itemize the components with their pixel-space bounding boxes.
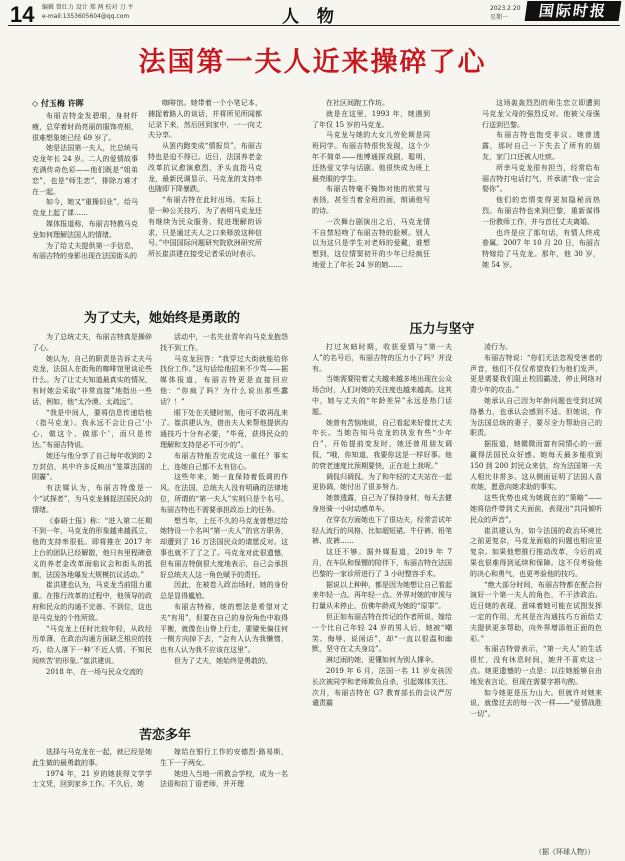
paragraph: 咖啡馆。她带着一个小笔记本，捕捉着路人的谈话，并将所见所闻都记录下来，然后回到家中，一一向丈夫分享。 bbox=[148, 99, 262, 140]
headline: 法国第一夫人近来操碎了心 bbox=[138, 47, 487, 78]
paragraph: 这场轰轰烈烈的师生恋立即遭到马克龙父母的强烈反对。他被父母强行送到巴黎。 bbox=[482, 99, 600, 129]
page-number: 14 bbox=[10, 2, 35, 27]
paragraph: 当她需要陪着丈夫越来越多地出现在公众场合时，人们对她的关注度也越来越高。这其中，她与丈夫的“年龄差异”永远是热门话题。 bbox=[312, 375, 452, 416]
paragraph: 2018 年，在一场与民众交流的 bbox=[46, 667, 144, 676]
paragraph: 布丽吉特说：“你们无法忽视受害者的声音，他们不仅仅希望我们为他们发声，更是需要我们阻止校园霸凌，停止网络对青少年的攻击。” bbox=[470, 353, 602, 395]
paragraph: 所幸马克龙很有担当，经常给布丽吉特打电话打气，并承诺“我一定会娶你”。 bbox=[482, 163, 600, 194]
section-title: 人 物 bbox=[282, 7, 340, 27]
paragraph: 在穿衣方面她也下了很功夫，经常尝试年轻人流行的风格，比如超短裙、牛仔裤、铅笔裤、皮裤…… bbox=[312, 515, 452, 546]
paragraph: 布丽吉特金发碧眼，身材纤瘦，总穿着时尚亮丽的服饰亮相，很难想象她已经 69 岁了。 bbox=[32, 112, 138, 142]
column-4 bbox=[482, 98, 600, 271]
paragraph: 在社区间跑工作坊。 bbox=[326, 99, 389, 107]
paragraph: 有法媒认为，布丽吉特像是一个“试探者”，为马克龙捕捉法国民众的情绪。 bbox=[32, 484, 152, 514]
column-3 bbox=[312, 98, 430, 271]
paragraph: 嫁给在银行工作的安德烈·路易斯，生下一子两女。 bbox=[160, 748, 288, 767]
paragraph: 凌行为。 bbox=[484, 343, 512, 351]
paragraph: 1974 年，21 岁的她获得文学学士文凭，回到家乡工作。不久后，她 bbox=[32, 769, 152, 789]
paragraph: 布丽吉特毫不掩饰对他的欣赏与表扬，甚至当着全班的面，朗诵他写的诗。 bbox=[312, 185, 430, 215]
source-credit: （据《环球人物》） bbox=[535, 848, 595, 856]
byline: ◇ 付玉梅 许晖 bbox=[32, 99, 84, 108]
editor-info bbox=[42, 3, 212, 21]
paragraph: 但为了丈夫，她始终是勇敢的。 bbox=[174, 656, 272, 665]
paragraph: 选择与马克龙在一起，就已经是她此生做的最勇敢的事。 bbox=[32, 748, 152, 767]
paragraph: 《泰晤士报》称：“进入第二任期不到一年，马克龙的形象越来越孤立，他的支持率很低。即将推在 2017 年上台的团队已经解散，他只有里程碑意义的养老金改革面临议会和街头的抵制，法国各地爆发大规模抗议活动。” bbox=[32, 516, 152, 579]
weekday-line: 星期一 bbox=[490, 14, 509, 21]
paragraph: 为了总统丈夫，布丽吉特真是操碎了心。 bbox=[32, 333, 152, 352]
paragraph: 她是法国第一夫人，比总统马克龙年长 24 岁。二人的爱情故事充满传奇色彩——他们既是“姐弟恋”，也是“师生恋”，排除万难才在一起。 bbox=[32, 144, 138, 196]
paragraph: 马克龙回答：“我穿过大街就能给你找份工作。”这句话给他招来不少骂——据媒体报道，布丽吉特更是直接回应他：“你疯了吗？为什么说出那些蠢话？！” bbox=[160, 354, 288, 406]
paragraph: 这些优势也成为她既在的“策略”——她将信件带到丈夫面前，表现出“共同倾听民众的声音”。 bbox=[470, 494, 602, 524]
paragraph: 为了给丈夫提供第一手信息，布丽吉特的身影出现在法国街头的 bbox=[32, 241, 138, 261]
paragraph: 但正如布丽吉特在传记的作者所说，嫁给一个比自己年轻 24 岁的男人后，她被“嘲笑、侮辱、说闲话”，却“一直以很温和幽默，坚守在丈夫身边”。 bbox=[312, 612, 452, 654]
paragraph: 她认为，自己的职责是告诉丈夫马克龙，法国人在街角的咖啡馆里谈论些什么。为了让丈夫知道最真实的情况，有时她会采取“非常直接”地指出一些话，例如，他“太冷漠、太疏远”。 bbox=[32, 354, 152, 406]
paragraph: 打过灰暗时期，收获爱情与“第一夫人”的名号后，布丽吉特的压力小了吗？并没有。 bbox=[312, 343, 452, 373]
paragraph: “绝大部分时间，布丽吉特都在配合扮演好一个第一夫人的角色，不干涉政治。近日她的表现，意味着她可能在试图发挥一定的作用，尤其是在沟通技巧方面给丈夫提供更多帮助，向外界增添他正面的色彩。” bbox=[470, 580, 602, 643]
paragraph: 她曾有苦恼地说，自己看起来好像比丈夫年长。当她告知马克龙的执发有些“少年白”，开始提前变发时，她还曾用朋友调侃，“哦，你知道，我要你这是一样好事。他的衰老速度比预期要快，正在赶上我呢。” bbox=[312, 418, 452, 470]
paragraph: 她还与他分享了自己每年收到的 2 万封信，其中许多反映出“笼罩法国的阴霾”。 bbox=[32, 451, 152, 482]
paragraph: 调侃归调侃。为了和年轻的丈夫站在一起更协调，她付出了很多努力。 bbox=[312, 472, 452, 492]
paragraph: 一次舞台剧演出之后，马克龙情不自禁轻吻了布丽吉特的脸颊。别人以为这只是学生对老师的爱戴，谁想想到，这位情窦初开的少年已经疯狂地爱上了年长 24 岁的她…… bbox=[312, 217, 430, 269]
paragraph: 崔洪建认为，如今法国的政治环境比之前更复杂，马克龙面临的问题也相应更复杂。如果他想推行推动改革，今后的成果也很难得到延续和保障。这不仅考验他的决心和勇气，也更考验他的技巧。 bbox=[470, 526, 602, 578]
page-header bbox=[0, 0, 625, 28]
paragraph: “马克龙上任时比较年轻，从政经历单薄，在政治沟通方面缺乏相应的技巧，给人落下一种‘不近人情、不知民间疾苦’的形象。”崔洪建说。 bbox=[32, 624, 152, 665]
subhead-brave: 为了丈夫，她始终是勇敢的 bbox=[83, 311, 240, 326]
paragraph: 布丽吉特曾表示，“第一夫人”的生活很忙，没有休息时间，她并不喜欢这一点。她更遗憾的一点是：以往她能够自由地发表言论，但现在需要字斟句酌。 bbox=[470, 645, 602, 686]
email-line: e-mail:1353605604@qq.com bbox=[42, 13, 130, 20]
column-5 bbox=[32, 332, 152, 678]
paragraph: 据说以上种种，都是因为她想让自己看起来年轻一点。再年轻一点。外界对她的审视与打量从未停止，仿佛年龄成为她的“原罪”。 bbox=[312, 580, 452, 611]
paragraph: 活动中，一名失业青年向马克龙抱怨找不到工作。 bbox=[160, 333, 288, 352]
paragraph: 崔洪建也认为，马克龙当前阻力重重。在推行改革的过程中，他领导的政府和民众的沟通不完善、不到位，这也是马克龙的个性所致。 bbox=[32, 581, 152, 622]
paragraph: 淋过雨的她，更懂如何为别人撑伞。 bbox=[326, 656, 438, 665]
paragraph: 从罢内跑变成“情报员”，布丽吉特也是迫不得已。近日，法国养老金改革抗议愈演愈烈，矛头直指马克龙，最新民调显示，马克龙的支持率也随即下降暴跌。 bbox=[148, 142, 262, 194]
editor-line: 编辑 曾红力 设计 郑 两 校对 刀 平 bbox=[42, 4, 134, 11]
column-6 bbox=[160, 332, 288, 667]
paragraph: 想当年，上任不久的马克龙曾想过给她特设一个名叫“第一夫人”的官方职务，却遭到了 16 万法国民众的请愿反对。这事也就不了了之了。马克龙对此很遗憾，但布丽吉特倒很大度地表示，自己会承担好总统夫人这一角色赋予的责任。 bbox=[160, 516, 288, 579]
paragraph: 布丽吉特能否完成这一重任？事实上，连她自己都不太有信心。 bbox=[160, 451, 288, 471]
paragraph: 这还不够。据外媒报道，2019 年 7 月，在车队和保镖的陪伴下，布丽吉特在法国巴黎的一家诊所进行了 3 小时整容手术。 bbox=[312, 548, 452, 578]
date-line: 2023.2.20 bbox=[490, 5, 521, 12]
paragraph: 2019 年 6 月，法国一名 11 岁女孩因长次被同学和老师欺负自杀，引起媒体关注。次月，布丽吉特在 G7 教育部长的会议严厉谴责霸 bbox=[312, 666, 452, 708]
column-1 bbox=[32, 111, 138, 262]
paragraph: 也许是应了那句话，有情人终成眷属。2007 年 10 月 20 日，布丽吉特嫁给了马克龙。那年，他 30 岁，她 54 岁。 bbox=[482, 228, 600, 269]
column-7 bbox=[312, 342, 452, 709]
paragraph: 如今，她又“重操旧业”，给马克龙上起了课…… bbox=[32, 198, 138, 218]
column-2 bbox=[148, 98, 262, 260]
paragraph: 他们的恋情变得更加隐秘而热烈。布丽吉特也来到巴黎，重新谋得一份教师工作，并与首任丈夫离婚。 bbox=[482, 196, 600, 226]
paragraph: “布丽吉特在此时出场，实际上是一种公关技巧，为了表明马克龙还有继续为民众服务、促进理解的诉求，只是通过夫人之口来释放这种信号。”中国国际问题研究院欧洲研究所所长崔洪建在接受记者采访时表示。 bbox=[148, 196, 262, 259]
paragraph: 马克龙与她的大女儿劳伦斯是同班同学。布丽吉特很快发现，这个少年不简单——他博通探戏剧，聪明，还热爱文学与话剧。他很快成为班上最亮眼的学生。 bbox=[312, 131, 430, 183]
paragraph: “我是中间人，要将信息传递给他（指马克龙）。我永远不会让自己‘小心，做这个、做那个’，而只是传达。”布丽吉特说。 bbox=[32, 408, 152, 449]
subhead-love: 苦恋多年 bbox=[138, 728, 191, 743]
paragraph: 她进入当地一所教会学校，成为一名法语和拉丁语老师，并开理 bbox=[160, 769, 288, 789]
paragraph: 如今她更是压力山大。但就许对她来说，就像过去的每一次一样——“爱情战胜一切”。 bbox=[470, 688, 602, 719]
paragraph: 她曾透露，自己为了保持身材，每天去健身房骑一小时动感单车。 bbox=[312, 494, 452, 513]
header-rule bbox=[8, 25, 620, 26]
column-10 bbox=[160, 747, 288, 790]
masthead-logo: 国际时报 bbox=[525, 1, 622, 21]
date-block bbox=[490, 4, 521, 22]
paragraph: 眼下处在关键时刻，他可不敢再乱来了。崔洪建认为，借由夫人来帮他提供沟通技巧十分有必要，“毕竟，获得民众的理解和支持是必不可少的”。 bbox=[160, 408, 288, 449]
paragraph: 据报道，她微微而富有同情心的一面赢得法国民众好感。她每天最多能收到 150 到 200 封民众来信，均为法国第一夫人相比非常多。这从侧面证明了法国人喜欢她，愿意向她求助的事实。 bbox=[470, 440, 602, 492]
paragraph: 媒体报道称，布丽吉特教马克龙如何理解法国人的情绪。 bbox=[32, 219, 138, 239]
paragraph: 布丽吉特也饱受非议。她曾透露，那时自己一下失去了所有的朋友，家门口还被人吐痰。 bbox=[482, 131, 600, 161]
paragraph: 布丽吉特称，她的想法是希望对丈夫“有用”，但要在自己的身份角色中取得平衡，就像在山脊上行走，要避免偏往何一侧方向掉下去，“会有人认为我懒惰，也有人认为我不应该在这里”。 bbox=[160, 602, 288, 655]
paragraph: 她承认自己因为年龄问题也受到过网络暴力，也承认会感到不适。但她说，作为法国总统的妻子，要尽全力帮助自己的职责。 bbox=[470, 396, 602, 438]
paragraph: 这些年来，她一直保持着低调的作风。在法国，总统夫人没有明确的法律地位，所谓的“第一夫人”实则只是个名号。布丽吉特也不需要承担政治上的任务。 bbox=[160, 473, 288, 514]
subhead-pressure: 压力与坚守 bbox=[409, 322, 475, 337]
column-9 bbox=[32, 747, 152, 790]
column-8 bbox=[470, 342, 602, 720]
paragraph: 因此，在被卷入政治场时，她的身份总是显得尴尬。 bbox=[160, 581, 288, 601]
paragraph: 就是在这里，1993 年，她遇到了年仅 15 岁的马克龙。 bbox=[312, 109, 430, 129]
